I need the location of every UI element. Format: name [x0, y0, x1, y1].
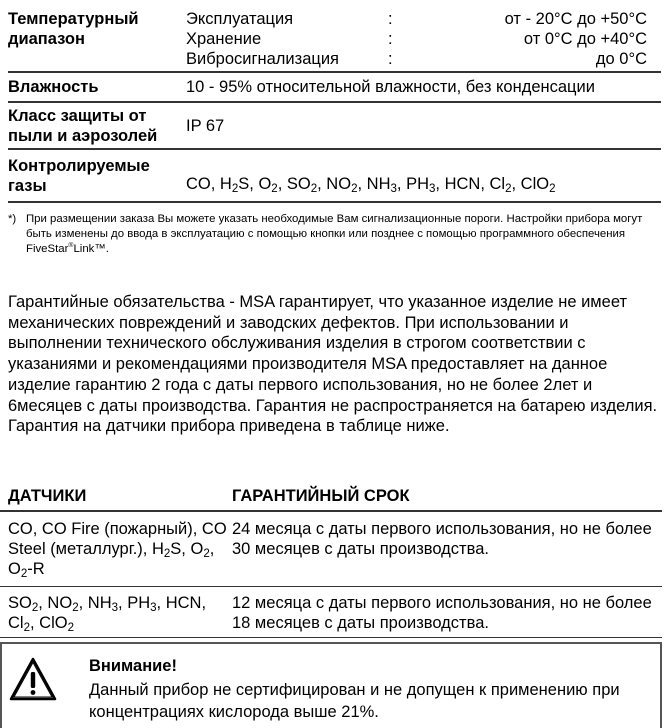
footnote [8, 212, 658, 257]
temperature-operation [186, 9, 661, 29]
warranty-paragraph: Гарантийные обязательства - MSA гарантирует, что указанное изделие не имеет механических повреждений и заводских дефектов. При использовании и выполнении технического обслуживания изделия в строгом соответствии с указаниями и рекомендациями производителя MSA предоставляет на данное изделие гарантию 2 года с даты первого использования, но не более 2лет и 6месяцев с даты производства. Гарантия не распространяется на батарею изделия. Гарантия на датчики прибора приведена в таблице ниже. [8, 293, 658, 436]
protection-label: Класс защиты от пыли и аэрозолей [8, 106, 158, 145]
gases-value: CO, $H_2S$, $O_2$, $SO_2$, $NO_2$, $NH_3$, $PH_3$, HCN, $Cl_2$, ClO$_2$ [186, 175, 556, 195]
temp-row-sep: : [388, 50, 393, 68]
sensors-cell: CO, CO Fire (пожарный), CO Steel (металлург.), $H_2S$, $O_2$, $O_2-R$ [8, 520, 227, 580]
temp-row-sep: : [388, 30, 393, 48]
temp-row-label: Эксплуатация [186, 10, 294, 28]
footnote-text-main: При размещении заказа Вы можете указать необходимые Вам сигнализационные пороги. Настройки прибора могут быть изменены до ввода в эксплуатацию с помощью кнопки или позднее с помощью программного обеспечения FiveStar [26, 213, 643, 255]
humidity-value: 10 - 95% относительной влажности, без конденсации [186, 78, 595, 96]
warning-text: Данный прибор не сертифицирован и не допущен к применению при концентрациях кислорода выше 21%. [89, 681, 620, 721]
temperature-vibration [186, 49, 661, 69]
footnote-text-end: Link™. [73, 243, 109, 255]
temp-row-label: Вибросигнализация [186, 50, 339, 68]
warranty-table-header [0, 481, 662, 512]
spec-row-protection [8, 103, 661, 150]
warning-title: Внимание! [89, 657, 177, 675]
spec-row-gases [8, 150, 661, 203]
temperature-values [186, 9, 661, 71]
period-cell: 12 месяца с даты первого использования, но не более 18 месяцев с даты производства. [232, 594, 652, 632]
table-row [0, 512, 662, 587]
period-cell: 24 месяца с даты первого использования, но не более 30 месяцев с даты производства. [232, 520, 652, 558]
spec-row-temperature [8, 0, 661, 73]
spec-table [8, 0, 661, 203]
warning-triangle-icon [9, 657, 57, 701]
footnote-marker: *) [8, 213, 17, 225]
warning-box [0, 642, 662, 728]
temp-row-label: Хранение [186, 30, 262, 48]
protection-value: IP 67 [186, 116, 225, 135]
footnote-text [8, 212, 658, 257]
temperature-label: Температурный диапазон [8, 10, 139, 48]
spec-row-humidity [8, 73, 661, 103]
humidity-label: Влажность [8, 78, 99, 96]
gases-label: Контролируемые газы [8, 156, 150, 195]
warranty-table [0, 481, 662, 638]
table-row [0, 587, 662, 638]
header-sensors: ДАТЧИКИ [8, 486, 87, 505]
temp-row-value: от - 20°C до +50°C [504, 10, 647, 28]
header-period: ГАРАНТИЙНЫЙ СРОК [232, 486, 410, 505]
temp-row-value: от 0°C до +40°C [523, 30, 647, 48]
sensors-cell: $SO_2$, $NO_2$, $NH_3$, $PH_3$, HCN, $Cl_2$, ClO$_2$ [8, 594, 207, 634]
temp-row-sep: : [388, 10, 393, 28]
registered-mark: ® [68, 242, 74, 250]
temperature-storage [186, 29, 661, 49]
temp-row-value: до 0°C [595, 50, 647, 68]
